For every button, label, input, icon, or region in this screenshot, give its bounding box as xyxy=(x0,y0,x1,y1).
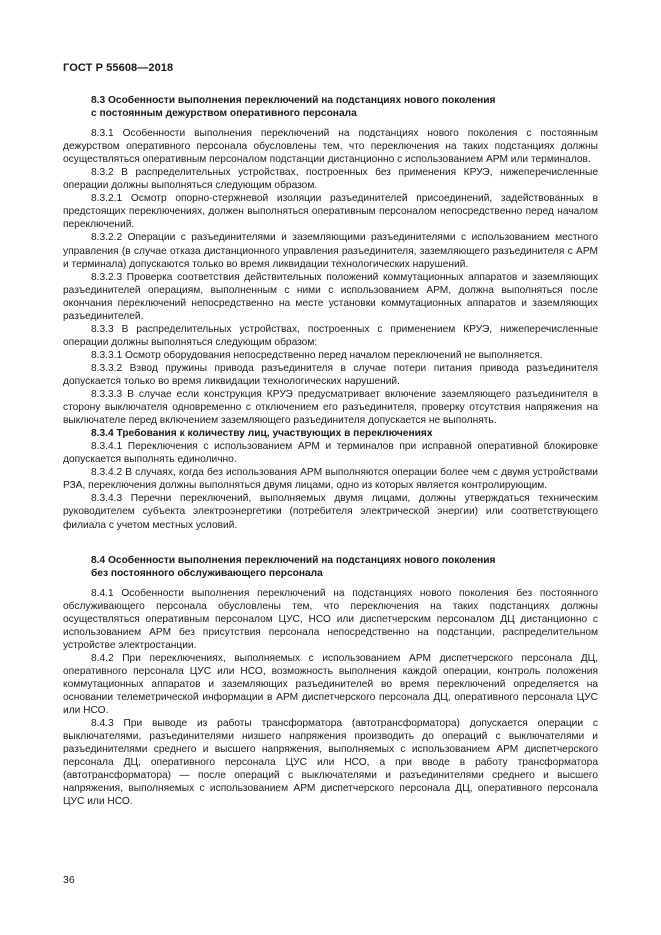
section-heading-8-4 xyxy=(63,554,598,580)
paragraph-8-3-4-1: 8.3.4.1 Переключения с использованием АРМ и терминалов при исправной оперативной блокировке допускается выполнять единолично. xyxy=(63,441,598,466)
document-body xyxy=(63,94,598,808)
section-heading-line: 8.3 Особенности выполнения переключений на подстанциях нового поколения xyxy=(91,95,496,106)
paragraph-8-3-1: 8.3.1 Особенности выполнения переключений на подстанциях нового поколения с постоянным дежурством оперативного персонала обусловлены тем, что переключения на таких подстанциях должны осуществляться оперативным персоналом подстанции дистанционно с использованием АРМ или терминалов. xyxy=(63,128,598,166)
subheading-8-3-4: 8.3.4 Требования к количеству лиц, участвующих в переключениях xyxy=(91,428,433,440)
paragraph-8-3-2-1: 8.3.2.1 Осмотр опорно-стержневой изоляции разъединителей присоединений, задействованных в предстоящих переключениях, должен выполняться оперативным персоналом непосредственно перед началом переключений. xyxy=(63,193,598,231)
paragraph-8-3-4-2: 8.3.4.2 В случаях, когда без использования АРМ выполняются операции более чем с двумя устройствами РЗА, переключения должны выполняться двумя лицами, одно из которых является контролирующим. xyxy=(63,467,598,492)
paragraph-8-3-4-3: 8.3.4.3 Перечни переключений, выполняемых двумя лицами, должны утверждаться техническим руководителем субъекта электроэнергетики (потребителя электрической энергии) или соответствующего филиала с учетом местных условий. xyxy=(63,493,598,531)
document-code-header: ГОСТ Р 55608—2018 xyxy=(63,62,174,74)
paragraph-8-4-1: 8.4.1 Особенности выполнения переключений на подстанциях нового поколения без постоянного обслуживающего персонала обусловлены тем, что переключения на таких подстанциях должны осуществляться оперативным персоналом ЦУС, НСО или диспетчерским персоналом ДЦ дистанционно с использованием АРМ без присутствия персонала непосредственно на подстанции, распределительном устройстве электростанции. xyxy=(63,587,598,651)
paragraph-8-4-3: 8.4.3 При выводе из работы трансформатора (автотрансформатора) допускается операции с выключателями, разъединителями низшего напряжения производить до операций с выключателями и разъединителями среднего и высшего напряжения, выполняемых с использованием АРМ диспетчерского персонала ДЦ, оперативного персонала ЦУС или НСО, а при вводе в работу трансформатора (автотрансформатора) — после операций с выключателями и разъединителями среднего и высшего напряжения, выполняемых с использованием АРМ диспетчерского персонала ДЦ, оперативного персонала ЦУС или НСО. xyxy=(63,718,598,808)
paragraph-8-3-2-2: 8.3.2.2 Операции с разъединителями и заземляющими разъединителями с использованием местного управления (в случае отказа дистанционного управления разъединителя, заземляющего разъединителя с АРМ и терминала) допускаются только во время ликвидации технологических нарушений. xyxy=(63,232,598,270)
section-heading-8-3 xyxy=(63,94,598,120)
section-heading-line: с постоянным дежурством оперативного персонала xyxy=(91,108,357,120)
paragraph-8-3-2-3: 8.3.2.3 Проверка соответствия действительных положений коммутационных аппаратов и заземляющих разъединителей операциям, выполненным с ними с использованием АРМ, должна выполняться после окончания переключений непосредственно на месте установки коммутационных аппаратов и заземляющих разъединителей. xyxy=(63,271,598,322)
page-number: 36 xyxy=(63,874,75,886)
paragraph-8-3-3-3: 8.3.3.3 В случае если конструкция КРУЭ предусматривает включение заземляющего разъединителя в сторону выключателя одновременно с отключением его разъединителя, проверку отсутствия напряжения на выключателе перед включением заземляющего разъединителя допускается не выполнять. xyxy=(63,389,598,427)
paragraph-8-3-3: 8.3.3 В распределительных устройствах, построенных с применением КРУЭ, нижеперечисленные операции должны выполняться следующим образом: xyxy=(63,323,598,348)
section-heading-line: без постоянного обслуживающего персонала xyxy=(91,567,323,579)
paragraph-8-3-3-2: 8.3.3.2 Взвод пружины привода разъединителя в случае потери питания привода разъединителя допускается только во время ликвидации технологических нарушений. xyxy=(63,362,598,387)
section-heading-line: 8.4 Особенности выполнения переключений на подстанциях нового поколения xyxy=(91,554,496,566)
paragraph-8-3-2: 8.3.2 В распределительных устройствах, построенных без применения КРУЭ, нижеперечисленные операции должны выполняться следующим образом. xyxy=(63,167,598,192)
paragraph-8-3-3-1: 8.3.3.1 Осмотр оборудования непосредственно перед началом переключений не выполняется. xyxy=(91,349,543,361)
paragraph-8-4-2: 8.4.2 При переключениях, выполняемых с использованием АРМ диспетчерского персонала ДЦ, оперативного персонала ЦУС или НСО, возможность выполнения каждой операции, контроль положения коммутационных аппаратов и заземляющих разъединителей во время переключений определяется на основании телеметрической информации в АРМ диспетчерского персонала ДЦ, оперативного персонала ЦУС или НСО. xyxy=(63,652,598,717)
